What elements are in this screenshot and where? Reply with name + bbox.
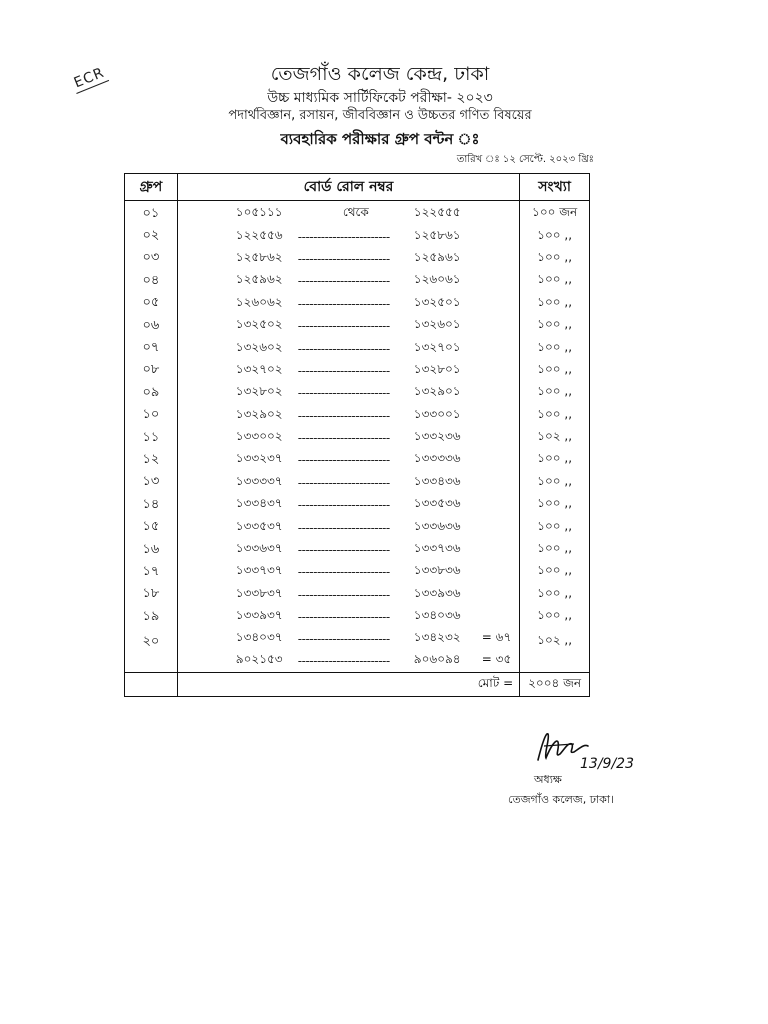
table-row: [125, 337, 590, 359]
header-group: গ্রুপ: [125, 174, 178, 201]
table-row: [125, 561, 590, 583]
roll-range-cell: [177, 606, 519, 628]
table-row: [125, 201, 590, 226]
roll-range-cell: [177, 201, 519, 226]
roll-separator: ------------------------: [297, 610, 390, 625]
group-cell: ১০: [125, 405, 178, 427]
count-cell: ১০০ ,,: [520, 539, 590, 561]
roll-to: ১৩৩০০১: [413, 406, 461, 421]
group-allocation-table: [124, 173, 590, 697]
count-cell: ১০০ ,,: [520, 315, 590, 337]
group-cell: ১৬: [125, 539, 178, 561]
roll-from: ১৩২৬০২: [235, 339, 283, 354]
roll-separator: ------------------------: [297, 543, 390, 558]
roll-separator: ------------------------: [297, 341, 390, 356]
roll-to: ১৩৩৯৩৬: [413, 585, 461, 600]
roll-separator: ------------------------: [297, 296, 390, 311]
count-cell: ১০০ ,,: [520, 494, 590, 516]
count-cell: ১০০ ,,: [520, 337, 590, 359]
roll-from: ১৩৩২৩৭: [235, 451, 283, 466]
group-cell: ১২: [125, 449, 178, 471]
group-cell: ১৩: [125, 472, 178, 494]
roll-to: ১২৫৯৬১: [413, 249, 461, 264]
roll-separator: ------------------------: [297, 319, 390, 334]
roll-from: ১৩৩৬৩৭: [235, 541, 283, 556]
roll-separator: ------------------------: [297, 386, 390, 401]
ecr-handwritten-mark: ECR: [70, 64, 110, 94]
roll-to: ৯০৬০৯৪: [413, 652, 461, 667]
roll-to: ১৩২৫০১: [413, 294, 461, 309]
count-cell: ১০০ ,,: [520, 516, 590, 538]
roll-to: ১৩৩৭৩৬: [413, 541, 461, 556]
count-cell: ১০০ জন: [520, 201, 590, 226]
signature-date: 13/9/23: [580, 756, 634, 772]
count-cell: ১০০ ,,: [520, 225, 590, 247]
table-row: [125, 405, 590, 427]
roll-to: ১৩৩৫৩৬: [413, 496, 461, 511]
principal-signature: [534, 724, 644, 774]
subjects-line: পদার্থবিজ্ঞান, রসায়ন, জীববিজ্ঞান ও উচ্চতর গণিত বিষয়ের: [228, 108, 532, 123]
roll-range-cell: [177, 293, 519, 315]
roll-range-cell: [177, 405, 519, 427]
roll-from: ১২৫৮৬২: [235, 249, 283, 264]
roll-range-cell: [177, 270, 519, 292]
total-label: মোট =: [177, 673, 519, 696]
count-cell: ১০০ ,,: [520, 293, 590, 315]
roll-from: ১৩৩৮৩৭: [235, 585, 283, 600]
group-cell: ০২: [125, 225, 178, 247]
table-row: [125, 360, 590, 382]
count-cell: ১০২ ,,: [520, 628, 590, 673]
subtotal: = ৩৫: [481, 652, 512, 667]
count-cell: ১০০ ,,: [520, 248, 590, 270]
group-cell: ০৫: [125, 293, 178, 315]
total-row: [125, 673, 590, 696]
group-cell: ০১: [125, 201, 178, 226]
roll-range-cell: [177, 449, 519, 471]
group-cell: ১৪: [125, 494, 178, 516]
roll-range-cell: [177, 494, 519, 516]
principal-institution: তেজগাঁও কলেজ, ঢাকা।: [508, 793, 614, 806]
roll-from: ১৩২৭০২: [235, 361, 283, 376]
table-row: [125, 427, 590, 449]
document-heading: ব্যবহারিক পরীক্ষার গ্রুপ বন্টন ঃ: [280, 130, 480, 148]
roll-range-cell: [177, 315, 519, 337]
group-cell: ১১: [125, 427, 178, 449]
roll-to: ১৩২৬০১: [413, 317, 461, 332]
roll-to: ১৩৩২৩৬: [413, 429, 461, 444]
document-date: তারিখ ঃ ১২ সেপ্টে. ২০২৩ খ্রিঃ: [456, 154, 594, 165]
roll-range-cell: [177, 539, 519, 561]
roll-from: ১৩২৫০২: [235, 317, 283, 332]
count-cell: ১০০ ,,: [520, 561, 590, 583]
roll-from: ১২৬০৬২: [235, 294, 283, 309]
count-cell: ১০০ ,,: [520, 606, 590, 628]
group-cell: ২০: [125, 628, 178, 673]
count-cell: ১০০ ,,: [520, 382, 590, 404]
table-row: [125, 270, 590, 292]
roll-separator: ------------------------: [297, 363, 390, 378]
roll-separator: ------------------------: [297, 498, 390, 513]
total-empty-cell: [125, 673, 178, 696]
roll-to: ১৩৪২৩২: [413, 630, 461, 645]
count-cell: ১০০ ,,: [520, 472, 590, 494]
roll-range-cell: [177, 516, 519, 538]
roll-from: ১৩৩৯৩৭: [235, 608, 283, 623]
roll-separator: ------------------------: [297, 654, 390, 669]
table-row: [125, 494, 590, 516]
total-value: ২০০৪ জন: [520, 673, 590, 696]
roll-from: ১৩৩৫৩৭: [235, 518, 283, 533]
group-cell: ১৯: [125, 606, 178, 628]
subtotal: = ৬৭: [481, 630, 512, 645]
roll-to: ১৩৪০৩৬: [413, 608, 461, 623]
roll-separator: ------------------------: [297, 520, 390, 535]
header-count: সংখ্যা: [520, 174, 590, 201]
count-cell: ১০০ ,,: [520, 270, 590, 292]
table-row: [125, 449, 590, 471]
count-cell: ১০২ ,,: [520, 427, 590, 449]
count-cell: ১০০ ,,: [520, 584, 590, 606]
roll-from: ১৩৩৭৩৭: [235, 563, 283, 578]
group-cell: ০৩: [125, 248, 178, 270]
count-cell: ১০০ ,,: [520, 360, 590, 382]
roll-from: ১২২৫৫৬: [235, 227, 283, 242]
roll-from: ১০৫১১১: [235, 205, 283, 220]
roll-from: ১৩৩৩৩৭: [235, 473, 283, 488]
roll-to: ১৩৩৮৩৬: [413, 563, 461, 578]
roll-to: ১৩৩৬৩৬: [413, 518, 461, 533]
table-row: [125, 539, 590, 561]
principal-designation: অধ্যক্ষ: [534, 773, 562, 786]
roll-to: ১২৬০৬১: [413, 272, 461, 287]
group-cell: ০৯: [125, 382, 178, 404]
roll-from: ১৩৪০৩৭: [235, 630, 283, 645]
table-row-group-20: [125, 628, 590, 673]
roll-to: ১৩৩৪৩৬: [413, 473, 461, 488]
group-cell: ১৭: [125, 561, 178, 583]
roll-to: ১২২৫৫৫: [413, 205, 461, 220]
roll-separator: ------------------------: [297, 632, 390, 647]
roll-separator: ------------------------: [297, 229, 390, 244]
roll-from: ১৩২৯০২: [235, 406, 283, 421]
roll-from: ১৩২৮০২: [235, 384, 283, 399]
count-cell: ১০০ ,,: [520, 405, 590, 427]
table-body: [125, 201, 590, 697]
roll-separator: ------------------------: [297, 453, 390, 468]
group-cell: ০৪: [125, 270, 178, 292]
roll-from: ১৩৩৪৩৭: [235, 496, 283, 511]
table-row: [125, 248, 590, 270]
roll-separator: ------------------------: [297, 274, 390, 289]
roll-range-cell: [177, 472, 519, 494]
roll-range-cell: [177, 337, 519, 359]
table-row: [125, 293, 590, 315]
roll-range-cell: [177, 628, 519, 673]
table-row: [125, 516, 590, 538]
group-cell: ০৮: [125, 360, 178, 382]
roll-from: ১২৫৯৬২: [235, 272, 283, 287]
table-row: [125, 382, 590, 404]
roll-to: ১৩২৮০১: [413, 361, 461, 376]
roll-separator: ------------------------: [297, 408, 390, 423]
header-roll: বোর্ড রোল নম্বর: [177, 174, 519, 201]
exam-name: উচ্চ মাধ্যমিক সার্টিফিকেট পরীক্ষা- ২০২৩: [267, 90, 493, 106]
group-cell: ০৬: [125, 315, 178, 337]
roll-range-cell: [177, 225, 519, 247]
table-row: [125, 315, 590, 337]
count-cell: ১০০ ,,: [520, 449, 590, 471]
roll-separator: থেকে: [342, 205, 369, 220]
center-name: তেজগাঁও কলেজ কেন্দ্র, ঢাকা: [270, 63, 490, 85]
table-row: [125, 225, 590, 247]
table-row: [125, 472, 590, 494]
table-row: [125, 584, 590, 606]
roll-range-cell: [177, 561, 519, 583]
group-cell: ০৭: [125, 337, 178, 359]
roll-separator: ------------------------: [297, 251, 390, 266]
roll-to: ১৩২৭০১: [413, 339, 461, 354]
roll-range-cell: [177, 248, 519, 270]
roll-to: ১২৫৮৬১: [413, 227, 461, 242]
roll-separator: ------------------------: [297, 431, 390, 446]
roll-separator: ------------------------: [297, 565, 390, 580]
roll-separator: ------------------------: [297, 475, 390, 490]
group-cell: ১৫: [125, 516, 178, 538]
roll-from: ১৩৩০০২: [235, 429, 283, 444]
roll-to: ১৩৩৩৩৬: [413, 451, 461, 466]
roll-range-cell: [177, 584, 519, 606]
roll-separator: ------------------------: [297, 587, 390, 602]
roll-range-cell: [177, 382, 519, 404]
roll-range-cell: [177, 427, 519, 449]
group-cell: ১৮: [125, 584, 178, 606]
table-row: [125, 606, 590, 628]
roll-from: ৯০২১৫৩: [235, 652, 283, 667]
roll-range-cell: [177, 360, 519, 382]
roll-to: ১৩২৯০১: [413, 384, 461, 399]
